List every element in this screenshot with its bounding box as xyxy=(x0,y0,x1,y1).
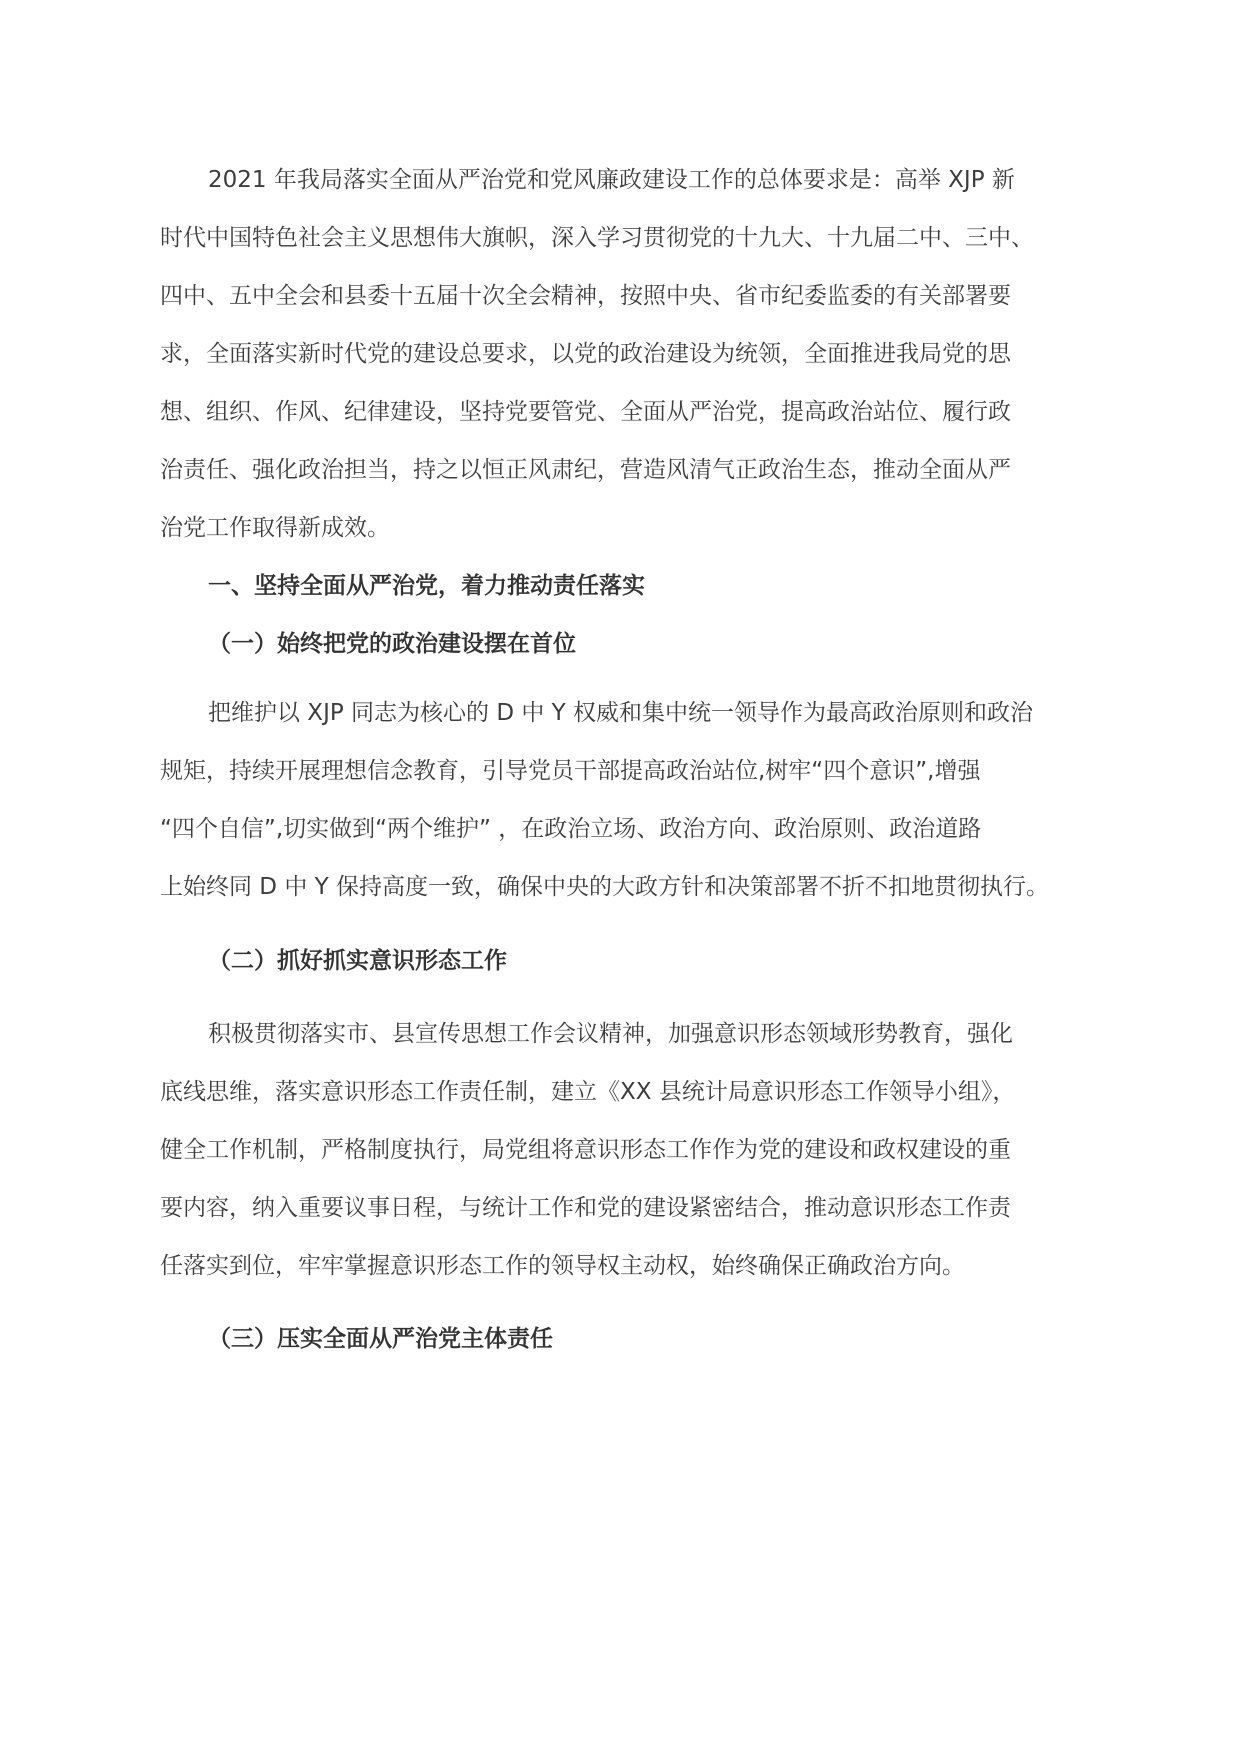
paragraph-line: 任落实到位，牢牢掌握意识形态工作的领导权主动权，始终确保正确政治方向。 xyxy=(160,1253,965,1279)
paragraph-line: 2021 年我局落实全面从严治党和党风廉政建设工作的总体要求是：高举 XJP 新 xyxy=(208,167,1015,193)
paragraph-line: 想、组织、作风、纪律建设，坚持党要管党、全面从严治党，提高政治站位、履行政 xyxy=(160,399,1011,425)
subsection-heading: （三）压实全面从严治党主体责任 xyxy=(208,1326,553,1352)
paragraph-line: 积极贯彻落实市、县宣传思想工作会议精神，加强意识形态领域形势教育，强化 xyxy=(208,1021,1013,1047)
subsection-heading: （二）抓好抓实意识形态工作 xyxy=(208,948,507,974)
paragraph-line: 健全工作机制，严格制度执行，局党组将意识形态工作作为党的建设和政权建设的重 xyxy=(160,1137,1011,1163)
paragraph-line: 要内容，纳入重要议事日程，与统计工作和党的建设紧密结合，推动意识形态工作责 xyxy=(160,1195,1011,1221)
subsection-heading: （一）始终把党的政治建设摆在首位 xyxy=(208,631,576,657)
paragraph-line: 规矩，持续开展理想信念教育，引导党员干部提高政治站位,树牢“四个意识”,增强 xyxy=(160,758,981,784)
paragraph-line: 上始终同 D 中 Y 保持高度一致，确保中央的大政方针和决策部署不折不扣地贯彻执行。 xyxy=(160,874,1050,900)
paragraph-line: 求，全面落实新时代党的建设总要求，以党的政治建设为统领，全面推进我局党的思 xyxy=(160,341,1011,367)
paragraph-line: 治责任、强化政治担当，持之以恒正风肃纪，营造风清气正政治生态，推动全面从严 xyxy=(160,457,1011,483)
section-heading: 一、坚持全面从严治党，着力推动责任落实 xyxy=(208,573,645,599)
paragraph-line: 时代中国特色社会主义思想伟大旗帜，深入学习贯彻党的十九大、十九届二中、三中、 xyxy=(160,225,1034,251)
paragraph-line: 底线思维，落实意识形态工作责任制，建立《XX 县统计局意识形态工作领导小组》， xyxy=(160,1079,1016,1105)
paragraph-line: 把维护以 XJP 同志为核心的 D 中 Y 权威和集中统一领导作为最高政治原则和政治 xyxy=(208,700,1034,726)
paragraph-line: 四中、五中全会和县委十五届十次全会精神，按照中央、省市纪委监委的有关部署要 xyxy=(160,283,1011,309)
paragraph-line: “四个自信”,切实做到“两个维护” ，在政治立场、政治方向、政治原则、政治道路 xyxy=(160,816,982,842)
paragraph-line: 治党工作取得新成效。 xyxy=(160,515,390,541)
